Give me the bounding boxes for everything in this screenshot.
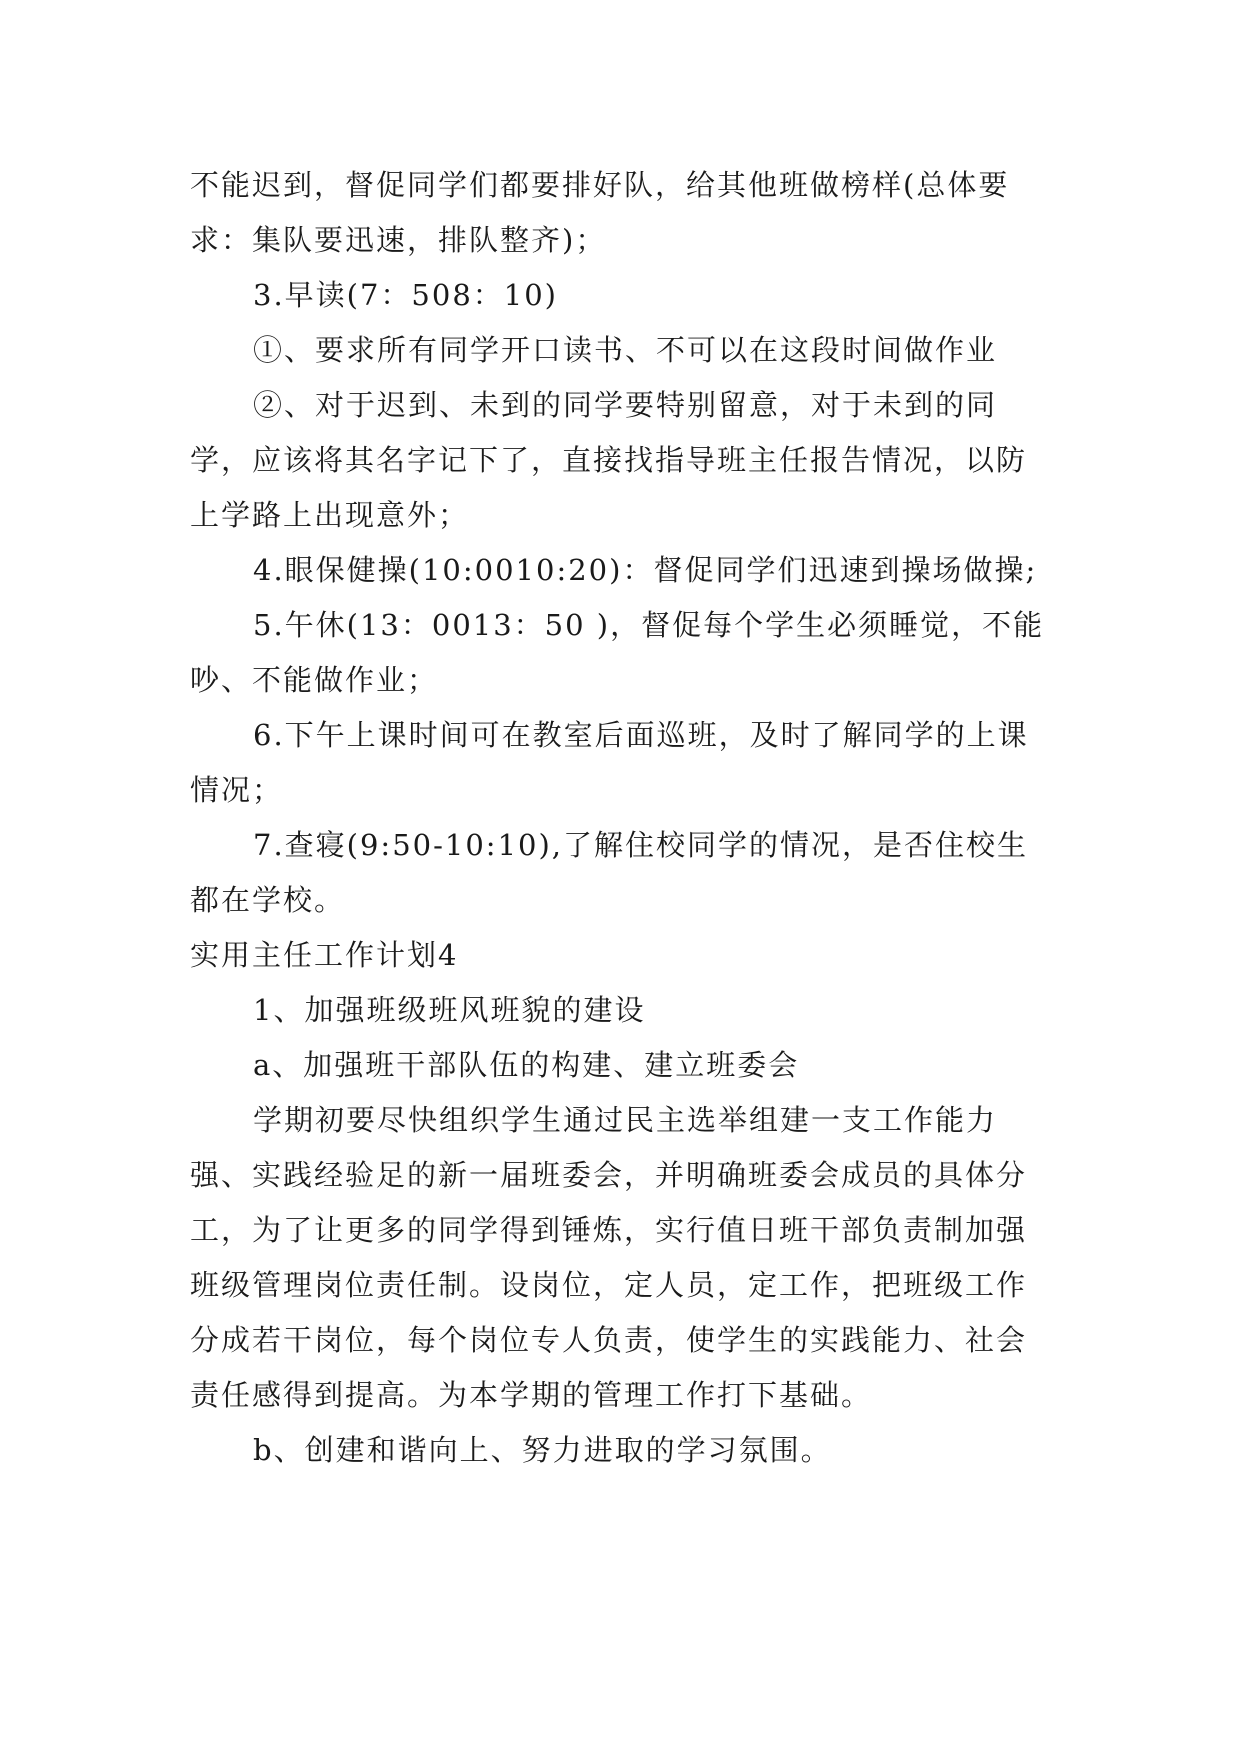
paragraph-noon-rest: 5.午休(13：0013：50 )，督促每个学生必须睡觉，不能吵、不能做作业； — [190, 608, 1045, 697]
paragraph-eye-exercise: 4.眼保健操(10:0010:20)：督促同学们迅速到操场做操; — [253, 553, 1038, 587]
paragraph-dorm-check: 7.查寝(9:50-10:10),了解住校同学的情况，是否住校生都在学校。 — [190, 828, 1029, 917]
paragraph-reading-rule-1: ①、要求所有同学开口读书、不可以在这段时间做作业 — [253, 333, 998, 367]
paragraph-class-style: 1、加强班级班风班貌的建设 — [253, 993, 646, 1027]
paragraph-committee: a、加强班干部队伍的构建、建立班委会 — [253, 1048, 800, 1082]
paragraph-learning-atmosphere: b、创建和谐向上、努力进取的学习氛围。 — [253, 1433, 832, 1467]
paragraph-committee-detail: 学期初要尽快组织学生通过民主选举组建一支工作能力强、实践经验足的新一届班委会，并明确班委会成员的具体分工，为了让更多的同学得到锤炼，实行值日班干部负责制加强班级管理岗位责任制。设岗位，定人员，定工作，把班级工作分成若干岗位，每个岗位专人负责，使学生的实践能力、社会责任感得到提高。为本学期的管理工作打下基础。 — [190, 1103, 1028, 1412]
section-heading: 实用主任工作计划4 — [190, 938, 459, 972]
paragraph-assembly-requirement: 不能迟到，督促同学们都要排好队，给其他班做榜样(总体要求：集队要迅速，排队整齐)； — [190, 168, 1010, 257]
paragraph-reading-rule-2: ②、对于迟到、未到的同学要特别留意，对于未到的同学，应该将其名字记下了，直接找指导班主任报告情况，以防上学路上出现意外； — [190, 388, 1028, 532]
paragraph-morning-reading: 3.早读(7：508：10) — [253, 278, 559, 312]
document-body — [190, 158, 1052, 1478]
paragraph-afternoon-patrol: 6.下午上课时间可在教室后面巡班，及时了解同学的上课情况； — [190, 718, 1029, 807]
